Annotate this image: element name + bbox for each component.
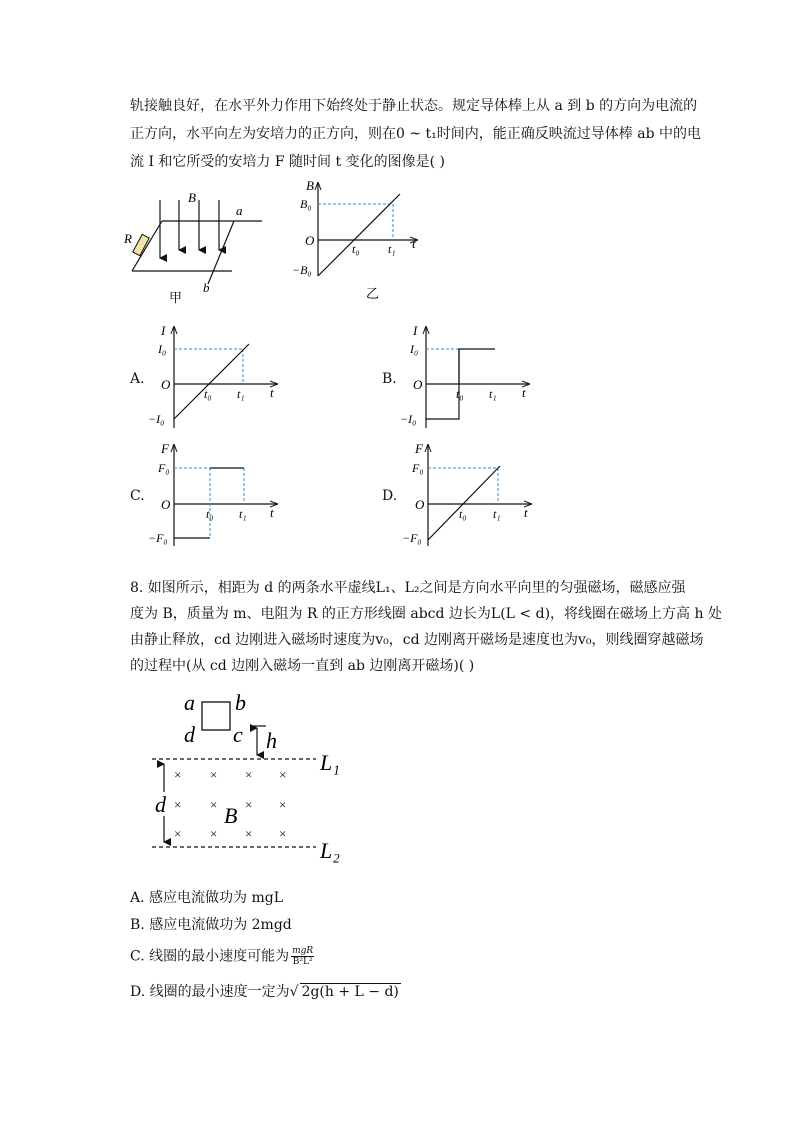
svg-text:t₀: t₀ (456, 387, 464, 401)
svg-text:×: × (210, 826, 218, 841)
coil-abcd (202, 702, 230, 730)
svg-text:t₀: t₀ (206, 507, 214, 521)
q8-option-d[interactable] (130, 982, 401, 1002)
svg-text:×: × (245, 797, 253, 812)
q8-line-2: 度为 B，质量为 m、电阻为 R 的正方形线圈 abcd 边长为L(L < d)，将线圈在磁场上方高 h 处 (130, 606, 722, 622)
svg-text:d: d (184, 722, 195, 747)
figure-q8-magnetic-field (146, 684, 386, 864)
svg-text:b: b (235, 690, 246, 715)
figure-jia (122, 180, 272, 310)
svg-text:h: h (266, 728, 277, 753)
svg-text:O: O (415, 497, 425, 512)
svg-text:a: a (184, 690, 195, 715)
label-B: B (188, 190, 196, 205)
svg-text:×: × (245, 767, 253, 782)
svg-text:t₁: t₁ (239, 507, 247, 521)
option-c-graph[interactable] (146, 440, 286, 552)
caption-yi: 乙 (366, 286, 380, 301)
svg-text:I: I (161, 323, 166, 338)
svg-text:t₁: t₁ (493, 507, 501, 521)
svg-text:×: × (174, 826, 182, 841)
label-t1: t₁ (388, 242, 396, 256)
svg-text:−F₀: −F₀ (148, 531, 168, 545)
q8-option-c[interactable] (130, 946, 314, 967)
svg-text:O: O (161, 497, 171, 512)
q7-line-2: 正方向，水平向左为安培力的正方向，则在0 ~ t₁时间内，能正确反映流过导体棒 ab 中的电 (130, 126, 701, 142)
svg-text:t₀: t₀ (204, 387, 212, 401)
svg-text:F: F (415, 441, 423, 456)
figure-yi (290, 176, 420, 301)
q7-line-1: 轨接触良好，在水平外力作用下始终处于静止状态。规定导体棒上从 a 到 b 的方向为电流的 (130, 98, 698, 114)
q8-line-4: 的过程中(从 cd 边刚入磁场一直到 ab 边刚离开磁场)( ) (130, 658, 475, 674)
svg-text:t: t (522, 385, 526, 400)
svg-text:t: t (524, 505, 528, 520)
option-c-letter[interactable]: C. (130, 488, 145, 504)
q8-option-d-radicand: 2g(h + L − d) (301, 984, 399, 1000)
svg-text:×: × (279, 797, 287, 812)
field-arrows (160, 200, 219, 258)
rails (132, 221, 262, 284)
svg-text:−I₀: −I₀ (148, 412, 165, 426)
svg-text:×: × (174, 797, 182, 812)
svg-text:I₀: I₀ (158, 342, 167, 356)
svg-text:B: B (224, 803, 238, 828)
axis-t: t (412, 236, 416, 251)
svg-text:×: × (210, 767, 218, 782)
svg-text:O: O (413, 377, 423, 392)
svg-text:L₂: L₂ (320, 838, 340, 863)
svg-text:−F₀: −F₀ (402, 531, 422, 545)
label-O: O (305, 233, 315, 248)
svg-text:−I₀: −I₀ (400, 412, 417, 426)
label-a: a (236, 203, 243, 218)
label-b: b (203, 280, 210, 295)
option-d-graph[interactable] (398, 440, 548, 552)
option-b-letter[interactable]: B. (382, 371, 397, 387)
svg-text:t₁: t₁ (237, 387, 245, 401)
svg-text:t: t (270, 505, 274, 520)
sqrt-sign: √ (289, 984, 299, 1000)
resistor (133, 234, 149, 255)
svg-text:t₁: t₁ (489, 387, 497, 401)
axis-B: B (306, 178, 314, 193)
svg-text:I₀: I₀ (410, 342, 419, 356)
svg-text:O: O (161, 377, 171, 392)
q7-line-3: 流 I 和它所受的安培力 F 随时间 t 变化的图像是( ) (130, 154, 445, 170)
svg-text:t₀: t₀ (459, 507, 467, 521)
svg-text:F: F (161, 441, 169, 456)
option-a-graph[interactable] (146, 322, 286, 432)
svg-text:×: × (279, 767, 287, 782)
svg-text:t: t (270, 385, 274, 400)
label-R: R (124, 231, 132, 246)
svg-text:I: I (413, 323, 418, 338)
q8-option-c-fraction: $\frac{\text{mgR}}{\text{B²L²}}$ (292, 946, 314, 967)
svg-text:×: × (210, 797, 218, 812)
q8-line-3: 由静止释放，cd 边刚进入磁场时速度为v₀，cd 边刚离开磁场是速度也为v₀，则线圈穿越磁场 (130, 632, 704, 648)
q8-line-1: 8. 如图所示，相距为 d 的两条水平虚线L₁、L₂之间是方向水平向里的匀强磁场，磁感应强 (130, 580, 686, 596)
q8-option-c-text: C. 线圈的最小速度可能为 (130, 948, 290, 965)
q8-option-b[interactable]: B. 感应电流做功为 2mgd (130, 917, 292, 933)
q8-option-a[interactable]: A. 感应电流做功为 mgL (130, 890, 283, 906)
label-t0: t₀ (352, 242, 360, 256)
svg-text:×: × (174, 767, 182, 782)
svg-text:F₀: F₀ (412, 461, 424, 475)
svg-text:d: d (155, 792, 166, 817)
option-a-letter[interactable]: A. (130, 371, 145, 387)
option-d-letter[interactable]: D. (382, 488, 398, 504)
label-B0: B₀ (300, 197, 312, 211)
caption-jia: 甲 (169, 290, 183, 305)
q8-option-d-text: D. 线圈的最小速度一定为 (130, 984, 290, 1000)
svg-text:c: c (233, 722, 243, 747)
svg-text:×: × (279, 826, 287, 841)
svg-text:L₁: L₁ (320, 750, 340, 775)
option-b-graph[interactable] (398, 322, 538, 432)
svg-text:×: × (245, 826, 253, 841)
svg-text:F₀: F₀ (158, 461, 170, 475)
label-negB0: −B₀ (292, 263, 312, 277)
